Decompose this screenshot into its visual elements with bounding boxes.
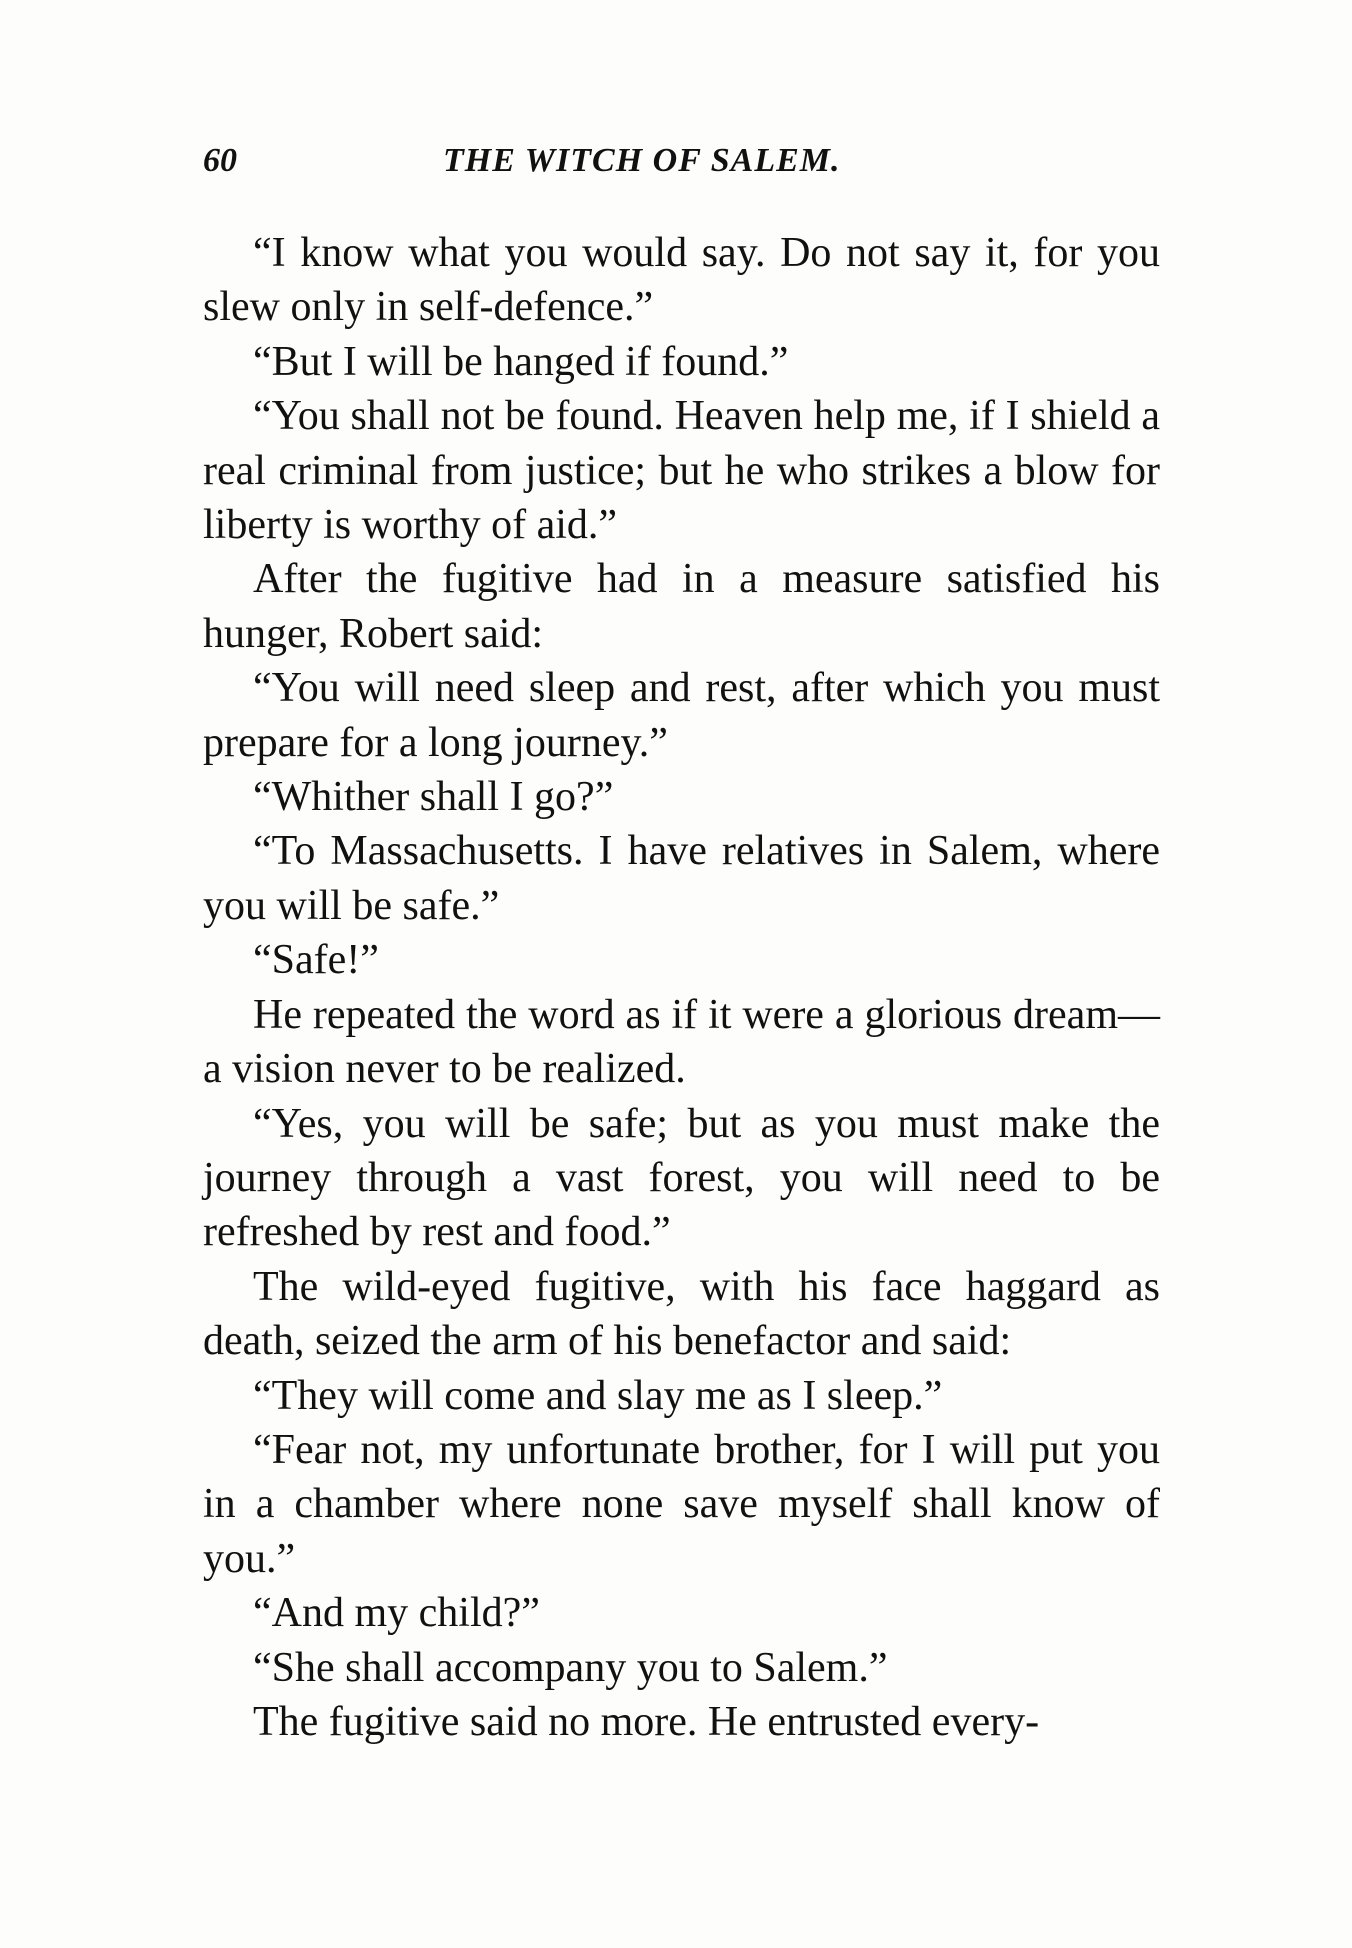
paragraph: “I know what you would say. Do not say it, for you slew only in self-defence.” [203,230,1160,331]
text-body [203,226,1160,1749]
paragraph: “Fear not, my unfortunate brother, for I will put you in a chamber where none save myself shall know of you.” [203,1426,1160,1582]
paragraph: “You shall not be found. Heaven help me, if I shield a real criminal from justice; but he who strikes a blow for liberty is worthy of aid.” [203,393,1160,549]
paragraph: “Yes, you will be safe; but as you must make the journey through a vast forest, you will need to be refreshed by rest and food.” [203,1100,1160,1256]
page-number: 60 [203,142,237,179]
paragraph: “Whither shall I go?” [253,774,614,821]
paragraph: “And my child?” [253,1590,540,1637]
paragraph: After the fugitive had in a measure satisfied his hunger, Robert said: [203,556,1160,657]
paragraph: “They will come and slay me as I sleep.” [253,1372,943,1419]
paragraph: “But I will be hanged if found.” [253,338,789,385]
paragraph: The wild-eyed fugitive, with his face haggard as death, seized the arm of his benefactor and said: [203,1263,1160,1365]
running-title: THE WITCH OF SALEM. [443,142,841,179]
paragraph: He repeated the word as if it were a glorious dream—a vision never to be realized. [203,991,1160,1093]
paragraph: “Safe!” [253,937,379,984]
page-header [203,142,1160,192]
paragraph: The fugitive said no more. He entrusted every- [253,1698,1040,1745]
paragraph: “You will need sleep and rest, after which you must prepare for a long journey.” [203,665,1160,766]
paragraph: “She shall accompany you to Salem.” [253,1644,888,1691]
paragraph: “To Massachusetts. I have relatives in Salem, where you will be safe.” [203,828,1160,929]
